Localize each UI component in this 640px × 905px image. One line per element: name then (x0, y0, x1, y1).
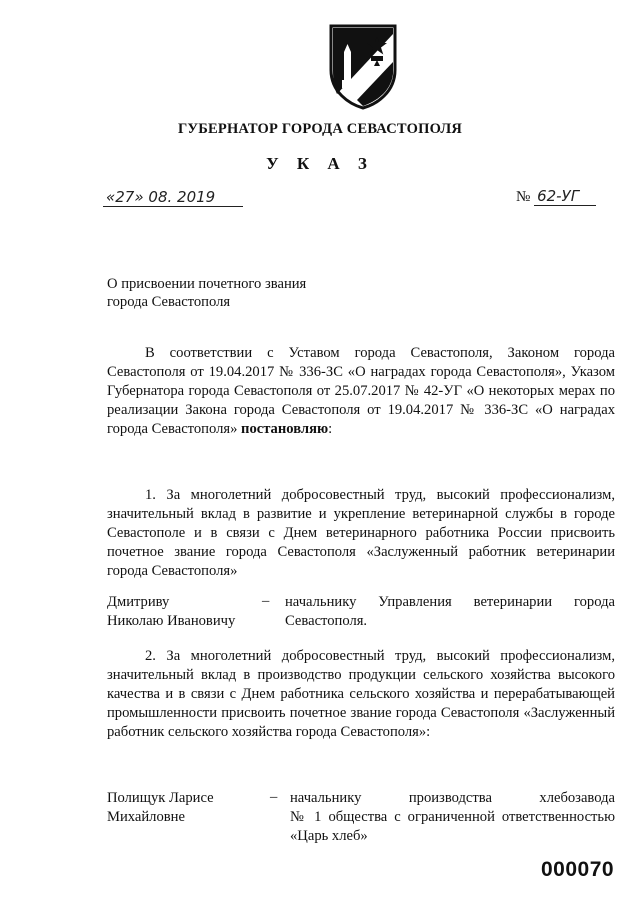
coat-of-arms-icon (327, 22, 399, 110)
date-close-quote: » (134, 188, 144, 206)
subject-line-2: города Севастополя (107, 294, 231, 310)
issuing-authority: ГУБЕРНАТОР ГОРОДА СЕВАСТОПОЛЯ (177, 121, 463, 137)
recipient-2-given-name: Михайловне (107, 809, 185, 825)
recipient-2-position-line-3: «Царь хлеб» (290, 828, 368, 844)
recipient-1-position: начальнику Управления ветеринарии города Севастополя. (285, 594, 615, 629)
form-serial-number: 000070 (541, 858, 615, 881)
recipient-2-dash: – (270, 789, 278, 805)
recipient-1-dash: – (262, 593, 270, 609)
recipient-2-surname: Полищук Ларисе (107, 790, 214, 806)
clause-2 (107, 647, 615, 742)
recipient-2-position-line-2: № 1 общества с ограниченной ответственностью (290, 809, 615, 825)
document-type-title: У К А З (266, 154, 374, 173)
preamble-text: В соответствии с Уставом города Севастополя, Законом города Севастополя от 19.04.2017 № 336-ЗС «О наградах города Севастополя», Указом Губернатора города Севастополя от 25.07.2017 № 42-УГ «О некоторых мерах по реализации Закона города Севастополя от 19.04.2017 № 336-ЗС «О наградах города Севастополя» (107, 345, 615, 438)
clause-1 (107, 486, 615, 581)
date-open-quote: « (106, 188, 116, 206)
recipient-2-name (107, 789, 214, 827)
recipient-2-position (290, 789, 615, 846)
subject-line-1: О присвоении почетного звания (107, 276, 307, 292)
recipient-2-position-line-1: начальнику производства хлебозавода (290, 790, 615, 806)
decree-subject (107, 275, 306, 311)
date-month-year: 08. 2019 (148, 188, 216, 206)
clause-1-text: 1. За многолетний добросовестный труд, высокий профессионализм, значительный вклад в развитие и укрепление ветеринарной службы в городе Севастополе и в связи с Днем ветеринарного работника России присвоить почетное звание города Севастополя «Заслуженный работник ветеринарии города Севастополя» (107, 487, 615, 580)
recipient-1-given-name: Николаю Ивановичу (107, 613, 236, 629)
date-day: 27 (115, 188, 135, 206)
number-label: № (516, 189, 531, 205)
recipient-1-surname: Дмитриву (107, 594, 170, 610)
decree-number (516, 188, 596, 206)
operative-word: постановляю (241, 421, 329, 438)
decree-date (103, 188, 243, 207)
preamble-paragraph (107, 344, 615, 439)
recipient-1-name (107, 593, 235, 631)
preamble-end: : (328, 421, 333, 438)
clause-2-text: 2. За многолетний добросовестный труд, высокий профессионализм, значительный вклад в производство продукции сельского хозяйства высокого качества и в связи с Днем работника сельского хозяйства и перерабатывающей промышленности присвоить почетное звание города Севастополя «Заслуженный работник сельского хозяйства города Севастополя»: (107, 648, 615, 741)
number-value: 62-УГ (534, 188, 596, 206)
